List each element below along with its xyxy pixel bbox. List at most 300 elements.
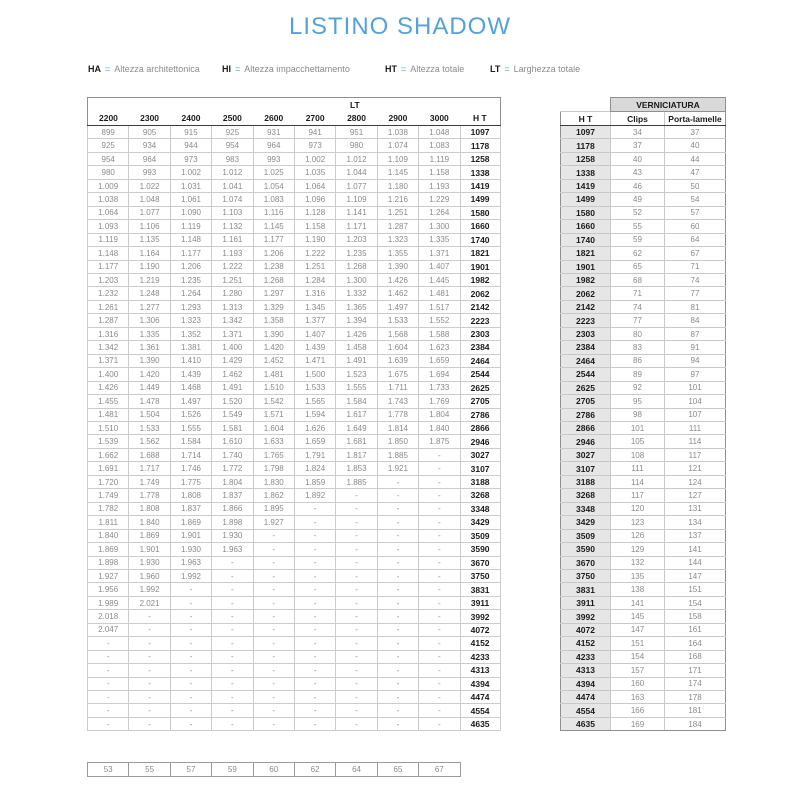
paint-price-cell: 3670 [561,556,611,569]
price-cell: 1.533 [294,381,335,394]
paint-price-cell: 164 [665,637,726,650]
bottom-value-cell: 67 [419,763,460,777]
verniciatura-title: VERNICIATURA [611,98,726,112]
ht-cell: 2946 [460,435,500,448]
price-cell: 1.927 [88,569,129,582]
paint-price-cell: 65 [611,260,665,273]
price-cell: 1.930 [170,543,211,556]
price-cell: 1.038 [88,193,129,206]
paint-price-cell: 2384 [561,341,611,354]
column-header: 2900 [377,112,418,126]
price-cell: 1.491 [212,381,253,394]
paint-price-cell: 74 [611,300,665,313]
price-cell: - [336,489,377,502]
ht-cell: 3992 [460,610,500,623]
price-cell: 1.617 [336,408,377,421]
price-cell: 1.132 [212,220,253,233]
blank-corner-cell [561,98,611,112]
price-cell: 1.694 [419,368,460,381]
verniciatura-row [561,717,726,730]
price-row [88,368,501,381]
price-cell: 1.549 [212,408,253,421]
lt-group-header-row [88,98,501,112]
price-cell: 1.866 [212,502,253,515]
equals-sign: = [401,64,407,74]
price-cell: 1.778 [377,408,418,421]
verniciatura-row [561,610,726,623]
price-cell: 1.352 [170,327,211,340]
price-cell: 980 [88,166,129,179]
ht-cell: 2705 [460,395,500,408]
price-cell: 1.083 [419,139,460,152]
price-cell: - [294,677,335,690]
price-cell: 1.022 [129,179,170,192]
paint-price-cell: 129 [611,543,665,556]
paint-price-cell: 67 [665,247,726,260]
column-header: H T [561,112,611,126]
ht-cell: 4635 [460,717,500,730]
price-cell: - [336,529,377,542]
price-cell: - [336,610,377,623]
price-cell: 1.963 [170,556,211,569]
paint-price-cell: 117 [611,489,665,502]
price-cell: 1.345 [294,300,335,313]
price-cell: - [88,677,129,690]
price-cell: - [212,610,253,623]
paint-price-cell: 50 [665,179,726,192]
paint-price-cell: 101 [611,421,665,434]
paint-price-cell: 37 [611,139,665,152]
paint-price-cell: 4152 [561,637,611,650]
ht-cell: 1982 [460,273,500,286]
price-cell: 1.542 [253,395,294,408]
column-header: H T [460,112,500,126]
price-cell: 1.297 [253,287,294,300]
price-cell: - [294,596,335,609]
price-cell: 1.261 [88,300,129,313]
price-cell: 1.074 [212,193,253,206]
price-row [88,529,501,542]
price-cell: - [212,677,253,690]
paint-price-cell: 57 [665,206,726,219]
paint-price-cell: 94 [665,354,726,367]
price-cell: 1.956 [88,583,129,596]
price-cell: - [377,516,418,529]
paint-price-cell: 168 [665,650,726,663]
verniciatura-row [561,314,726,327]
bottom-value-cell: 65 [377,763,418,777]
paint-price-cell: 1499 [561,193,611,206]
price-cell: - [129,704,170,717]
ht-cell: 1821 [460,247,500,260]
price-cell: 1.116 [253,206,294,219]
price-cell: 1.568 [377,327,418,340]
price-cell: 1.517 [419,300,460,313]
paint-price-cell: 3911 [561,596,611,609]
paint-price-cell: 34 [611,126,665,139]
ht-cell: 1580 [460,206,500,219]
ht-cell: 4554 [460,704,500,717]
bottom-value-cell: 60 [253,763,294,777]
price-cell: 1.497 [170,395,211,408]
paint-price-cell: 47 [665,166,726,179]
paint-price-cell: 4313 [561,664,611,677]
price-cell: 1.206 [170,260,211,273]
paint-price-cell: 77 [611,314,665,327]
paint-price-cell: 59 [611,233,665,246]
price-cell: 1.048 [419,126,460,139]
paint-price-cell: 2946 [561,435,611,448]
verniciatura-table-body [561,126,726,731]
price-row [88,556,501,569]
price-cell: 1.930 [212,529,253,542]
price-row [88,408,501,421]
ht-cell: 2062 [460,287,500,300]
paint-price-cell: 52 [611,206,665,219]
price-cell: 1.103 [212,206,253,219]
price-cell: 1.203 [336,233,377,246]
price-row [88,691,501,704]
price-cell: - [129,623,170,636]
price-cell: 2.021 [129,596,170,609]
paint-price-cell: 1901 [561,260,611,273]
equals-sign: = [105,64,111,74]
price-cell: 931 [253,126,294,139]
price-cell: 1.626 [294,421,335,434]
price-cell: - [336,650,377,663]
price-cell: 1.135 [129,233,170,246]
price-cell: 1.238 [253,260,294,273]
price-cell: 1.837 [170,502,211,515]
price-cell: - [170,583,211,596]
price-cell: - [336,596,377,609]
price-cell: 1.093 [88,220,129,233]
price-cell: 1.041 [212,179,253,192]
price-cell: 1.571 [253,408,294,421]
ht-cell: 2223 [460,314,500,327]
price-cell: 1.323 [170,314,211,327]
price-row [88,179,501,192]
page-title: LISTINO SHADOW [288,13,512,40]
price-cell: 1.109 [377,152,418,165]
ht-cell: 4474 [460,691,500,704]
price-cell: 1.662 [88,448,129,461]
verniciatura-row [561,664,726,677]
price-cell: 1.927 [253,516,294,529]
price-cell: - [253,596,294,609]
price-cell: - [336,516,377,529]
price-cell: 1.420 [253,341,294,354]
price-cell: 1.426 [88,381,129,394]
paint-price-cell: 2303 [561,327,611,340]
paint-price-cell: 132 [611,556,665,569]
price-cell: - [377,650,418,663]
price-cell: - [419,704,460,717]
price-cell: - [129,650,170,663]
price-cell: 1.190 [129,260,170,273]
price-cell: 1.145 [253,220,294,233]
price-cell: 954 [88,152,129,165]
verniciatura-table [560,97,726,731]
price-cell: 1.177 [170,247,211,260]
price-cell: - [377,623,418,636]
verniciatura-row [561,341,726,354]
verniciatura-row [561,368,726,381]
price-cell: 1.604 [253,421,294,434]
column-header: 2700 [294,112,335,126]
price-cell: 1.061 [170,193,211,206]
price-cell: - [253,717,294,730]
ht-cell: 1740 [460,233,500,246]
price-cell: - [419,569,460,582]
price-cell: 1.190 [294,233,335,246]
price-cell: 1.193 [212,247,253,260]
price-cell: - [419,610,460,623]
paint-price-cell: 40 [611,152,665,165]
price-cell: 1.145 [377,166,418,179]
price-cell: 1.407 [419,260,460,273]
verniciatura-title-row [561,98,726,112]
price-cell: 1.439 [170,368,211,381]
price-cell: - [377,637,418,650]
ht-cell: 2303 [460,327,500,340]
price-cell: 1.371 [212,327,253,340]
price-cell: 1.148 [170,233,211,246]
paint-price-cell: 151 [611,637,665,650]
price-cell: 1.743 [377,395,418,408]
price-cell: - [212,717,253,730]
price-cell: - [170,637,211,650]
price-cell: 1.837 [212,489,253,502]
price-cell: - [129,637,170,650]
price-cell: 899 [88,126,129,139]
price-cell: 1.497 [377,300,418,313]
ht-cell: 3188 [460,475,500,488]
price-cell: - [377,475,418,488]
paint-price-cell: 158 [665,610,726,623]
ht-cell: 2142 [460,300,500,313]
paint-price-cell: 3992 [561,610,611,623]
paint-price-cell: 131 [665,502,726,515]
paint-price-cell: 171 [665,664,726,677]
paint-price-cell: 147 [665,569,726,582]
price-cell: - [294,610,335,623]
price-cell: 1.280 [212,287,253,300]
price-cell: - [129,610,170,623]
paint-price-cell: 124 [665,475,726,488]
price-cell: 1.054 [253,179,294,192]
ht-cell: 2464 [460,354,500,367]
price-row [88,421,501,434]
price-cell: - [212,704,253,717]
paint-price-cell: 92 [611,381,665,394]
price-cell: 1.371 [419,247,460,260]
price-cell: 983 [212,152,253,165]
price-cell: - [377,489,418,502]
price-cell: 1.219 [129,273,170,286]
column-header: 2500 [212,112,253,126]
price-cell: 1.862 [253,489,294,502]
price-row [88,704,501,717]
price-cell: 1.410 [170,354,211,367]
paint-price-cell: 54 [665,193,726,206]
price-cell: 1.074 [377,139,418,152]
paint-price-cell: 4233 [561,650,611,663]
price-cell: - [88,650,129,663]
paint-price-cell: 114 [665,435,726,448]
paint-price-cell: 4635 [561,717,611,730]
price-cell: - [419,489,460,502]
price-cell: - [170,677,211,690]
legend-key: LT [490,64,501,74]
paint-price-cell: 71 [611,287,665,300]
paint-price-cell: 105 [611,435,665,448]
price-row [88,139,501,152]
price-cell: - [377,610,418,623]
price-cell: 1.158 [419,166,460,179]
verniciatura-row [561,475,726,488]
paint-price-cell: 154 [611,650,665,663]
verniciatura-row [561,247,726,260]
paint-price-cell: 120 [611,502,665,515]
paint-price-cell: 111 [611,462,665,475]
price-cell: - [88,704,129,717]
ht-cell: 2866 [460,421,500,434]
price-cell: 1.588 [419,327,460,340]
paint-price-cell: 4554 [561,704,611,717]
price-cell: 954 [212,139,253,152]
paint-price-cell: 126 [611,529,665,542]
price-cell: 1.594 [294,408,335,421]
price-cell: 1.898 [212,516,253,529]
price-cell: 905 [129,126,170,139]
price-cell: 1.048 [129,193,170,206]
verniciatura-row [561,260,726,273]
price-cell: 1.562 [129,435,170,448]
price-cell: - [419,448,460,461]
price-cell: - [377,543,418,556]
price-cell: 1.555 [336,381,377,394]
price-cell: - [336,691,377,704]
price-row [88,220,501,233]
price-cell: - [170,717,211,730]
price-cell: - [336,637,377,650]
price-cell: - [336,556,377,569]
paint-price-cell: 123 [611,516,665,529]
price-cell: - [419,556,460,569]
price-cell: 934 [129,139,170,152]
paint-price-cell: 2866 [561,421,611,434]
verniciatura-row [561,583,726,596]
price-row [88,206,501,219]
column-header: 2400 [170,112,211,126]
price-row [88,569,501,582]
price-row [88,489,501,502]
bottom-values-row [88,763,461,777]
price-row [88,717,501,730]
paint-price-cell: 91 [665,341,726,354]
price-row [88,126,501,139]
price-row [88,664,501,677]
price-cell: 1.394 [336,314,377,327]
paint-price-cell: 74 [665,273,726,286]
paint-price-cell: 127 [665,489,726,502]
ht-cell: 4394 [460,677,500,690]
price-cell: 1.960 [129,569,170,582]
paint-price-cell: 121 [665,462,726,475]
price-row [88,462,501,475]
paint-price-cell: 1740 [561,233,611,246]
price-cell: - [253,543,294,556]
price-cell: - [253,610,294,623]
verniciatura-row [561,179,726,192]
paint-price-cell: 97 [665,368,726,381]
price-cell: 1.251 [377,206,418,219]
price-cell: - [419,691,460,704]
price-cell: 1.329 [253,300,294,313]
price-cell: 1.251 [294,260,335,273]
verniciatura-row [561,502,726,515]
price-cell: 1.203 [88,273,129,286]
legend-key: HA [88,64,101,74]
price-cell: 1.898 [88,556,129,569]
price-cell: - [253,529,294,542]
price-cell: 1.365 [336,300,377,313]
paint-price-cell: 108 [611,448,665,461]
paint-price-cell: 1097 [561,126,611,139]
price-row [88,637,501,650]
price-cell: 1.769 [419,395,460,408]
price-cell: 1.031 [170,179,211,192]
price-cell: - [170,596,211,609]
price-cell: - [170,704,211,717]
price-cell: - [377,704,418,717]
price-cell: 1.119 [88,233,129,246]
price-cell: 1.002 [294,152,335,165]
price-cell: 1.158 [294,220,335,233]
price-row [88,623,501,636]
paint-price-cell: 157 [611,664,665,677]
ht-cell: 3750 [460,569,500,582]
price-cell: - [212,569,253,582]
price-cell: 925 [212,126,253,139]
price-cell: 1.892 [294,489,335,502]
paint-price-cell: 151 [665,583,726,596]
price-cell: 1.804 [212,475,253,488]
price-cell: - [294,623,335,636]
ht-cell: 3911 [460,596,500,609]
price-cell: - [212,637,253,650]
verniciatura-row [561,126,726,139]
price-cell: 1.581 [212,421,253,434]
paint-price-cell: 3429 [561,516,611,529]
paint-price-cell: 77 [665,287,726,300]
price-cell: 1.808 [129,502,170,515]
price-cell: - [419,650,460,663]
price-row [88,300,501,313]
price-cell: 1.248 [129,287,170,300]
price-cell: 1.681 [336,435,377,448]
verniciatura-row [561,596,726,609]
price-row [88,677,501,690]
price-cell: 993 [253,152,294,165]
price-cell: 1.520 [212,395,253,408]
paint-price-cell: 71 [665,260,726,273]
price-cell: 1.604 [377,341,418,354]
price-cell: 1.025 [253,166,294,179]
paint-price-cell: 1258 [561,152,611,165]
price-cell: 1.623 [419,341,460,354]
